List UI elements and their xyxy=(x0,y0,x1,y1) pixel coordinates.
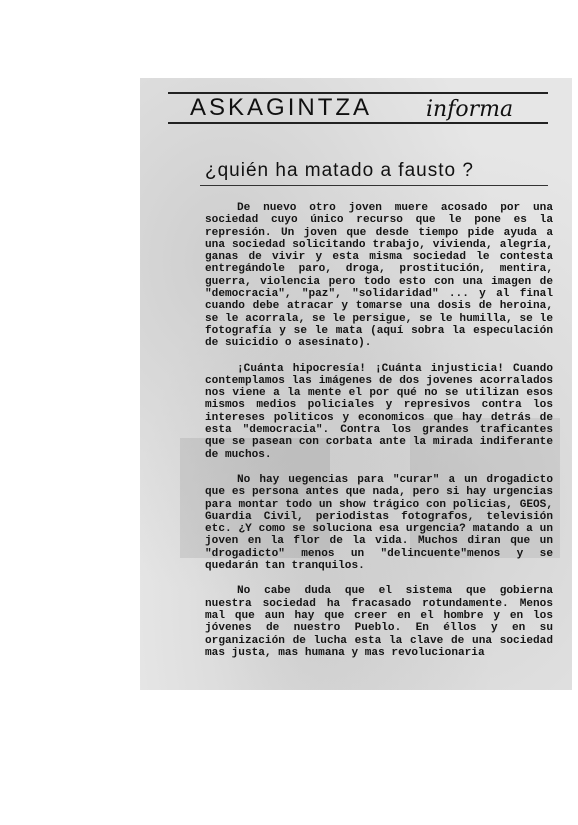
article-paragraph: No cabe duda que el sistema que gobierna nuestra sociedad ha fracasado rotundamente. Menos mal que aun hay que creer en el hombre y en los jóvenes de nuestro Pueblo. En éllos y en su organización de lucha esta la clave de una sociedad mas justa, mas humana y mas revolucionaria xyxy=(205,585,553,659)
title-underline xyxy=(200,185,548,186)
article-paragraph: No hay uegencias para "curar" a un drogadicto que es persona antes que nada, pero si hay urgencias para montar todo un show trágico con policias, GEOS, Guardia Civil, periodistas fotografos, televisión etc. ¿Y como se soluciona esa urgencia? matando a un joven en la flor de la vida. Muchos diran que un "drogadicto" menos un "delincuente"menos y se quedarán tan tranquilos. xyxy=(205,473,553,573)
article-paragraph: De nuevo otro joven muere acosado por una sociedad cuyo único recurso que le pone es la represión. Un joven que desde tiempo pide ayuda a una sociedad solicitando trabajo, vivienda, alegría, ganas de vivir y esta misma sociedad le contesta entregándole paro, droga, prostitución, mentira, guerra, violencia pero todo esto con una imagen de "democracia", "paz", "solidaridad" ... y al final cuando debe atracar y tomarse una dosis de heroina, se le acorrala, se le persigue, se le humilla, se le fotografía y se le mata (aquí sobra la especulación de suicidio o asesinato). xyxy=(205,202,553,350)
article-title: ¿quién ha matado a fausto ? xyxy=(205,160,474,181)
masthead-bottom-rule xyxy=(168,122,548,124)
masthead-suffix: informa xyxy=(426,97,514,122)
article-body xyxy=(205,202,553,672)
masthead-brand: ASKAGINTZA xyxy=(190,94,373,121)
article-paragraph: ¡Cuánta hipocresía! ¡Cuánta injusticia! Cuando contemplamos las imágenes de dos jovenes acorralados nos viene a la mente el por qué no se utilizan esos mismos medios policiales y represivos contra los intereses politicos y economicos que hay detrás de esta "democracia". Contra los grandes traficantes que se pasean con corbata ante la mirada indiferante de muchos. xyxy=(205,362,553,461)
masthead xyxy=(168,88,548,128)
